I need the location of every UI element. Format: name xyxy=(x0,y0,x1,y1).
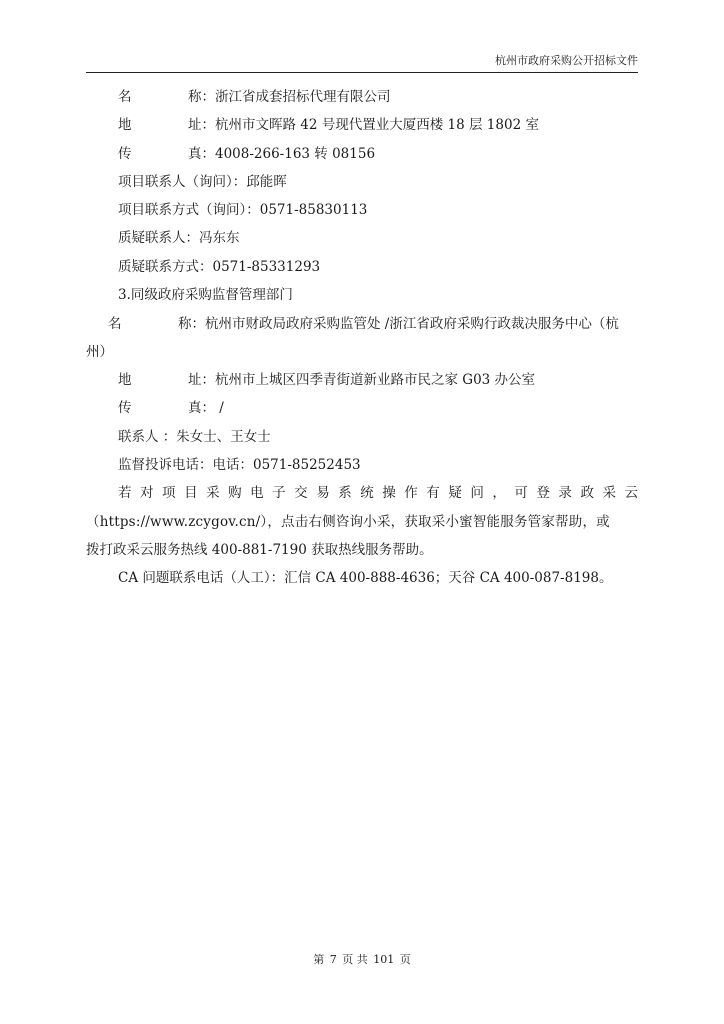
agency-fax: 4008-266-163 转 08156 xyxy=(215,146,376,162)
section3-heading: 3.同级政府采购监督管理部门 xyxy=(118,287,293,303)
query-contact: 质疑联系人：冯东东 xyxy=(118,230,240,246)
help-paragraph-line3: 拨打政采云服务热线 400-881-7190 获取热线服务帮助。 xyxy=(86,542,433,558)
supervisor-address-line: 地 址：杭州市上城区四季青街道新业路市民之家 G03 办公室 xyxy=(118,372,536,388)
supervisor-fax-line: 传 真： / xyxy=(118,400,224,416)
supervisor-fax: / xyxy=(215,400,224,416)
help-paragraph-line2: （https://www.zcygov.cn/），点击右侧咨询小采，获取采小蜜智能服务管家帮助，或 xyxy=(86,514,610,530)
help-paragraph-line1: 若对项目采购电子交易系统操作有疑问，可登录政采云 xyxy=(118,485,638,501)
header-title: 杭州市政府采购公开招标文件 xyxy=(495,54,638,67)
supervisor-name-line: 名 称：杭州市财政局政府采购监管处 /浙江省政府采购行政裁决服务中心（杭 xyxy=(108,316,619,332)
page-total: 101 xyxy=(373,953,395,966)
supervisor-contacts: 联系人 ：朱女士、王女士 xyxy=(118,429,271,445)
agency-fax-line: 传 真：4008-266-163 转 08156 xyxy=(118,146,376,162)
ca-contact-line: CA 问题联系电话（人工）：汇信 CA 400-888-4636；天谷 CA 400-087-8198。 xyxy=(118,570,613,586)
agency-contact: 项目联系人（询问）：邱能晖 xyxy=(118,174,287,190)
complaint-phone: 监督投诉电话：电话：0571-85252453 xyxy=(118,457,361,473)
agency-name-line: 名 称：浙江省成套招标代理有限公司 xyxy=(118,89,391,105)
supervisor-name-cont: 州） xyxy=(86,344,113,360)
page-number: 7 xyxy=(329,953,337,966)
agency-name: 浙江省成套招标代理有限公司 xyxy=(215,89,391,105)
agency-address-line: 地 址：杭州市文晖路 42 号现代置业大厦西楼 18 层 1802 室 xyxy=(118,117,539,133)
query-phone: 质疑联系方式：0571-85331293 xyxy=(118,259,321,275)
supervisor-name: 杭州市财政局政府采购监管处 /浙江省政府采购行政裁决服务中心（杭 xyxy=(205,316,619,332)
page-footer: 第 7 页 共 101 页 xyxy=(313,953,411,966)
agency-contact-phone: 项目联系方式（询问）：0571-85830113 xyxy=(118,202,368,218)
page-header xyxy=(86,50,638,73)
supervisor-address: 杭州市上城区四季青街道新业路市民之家 G03 办公室 xyxy=(215,372,536,388)
agency-address: 杭州市文晖路 42 号现代置业大厦西楼 18 层 1802 室 xyxy=(215,117,539,133)
